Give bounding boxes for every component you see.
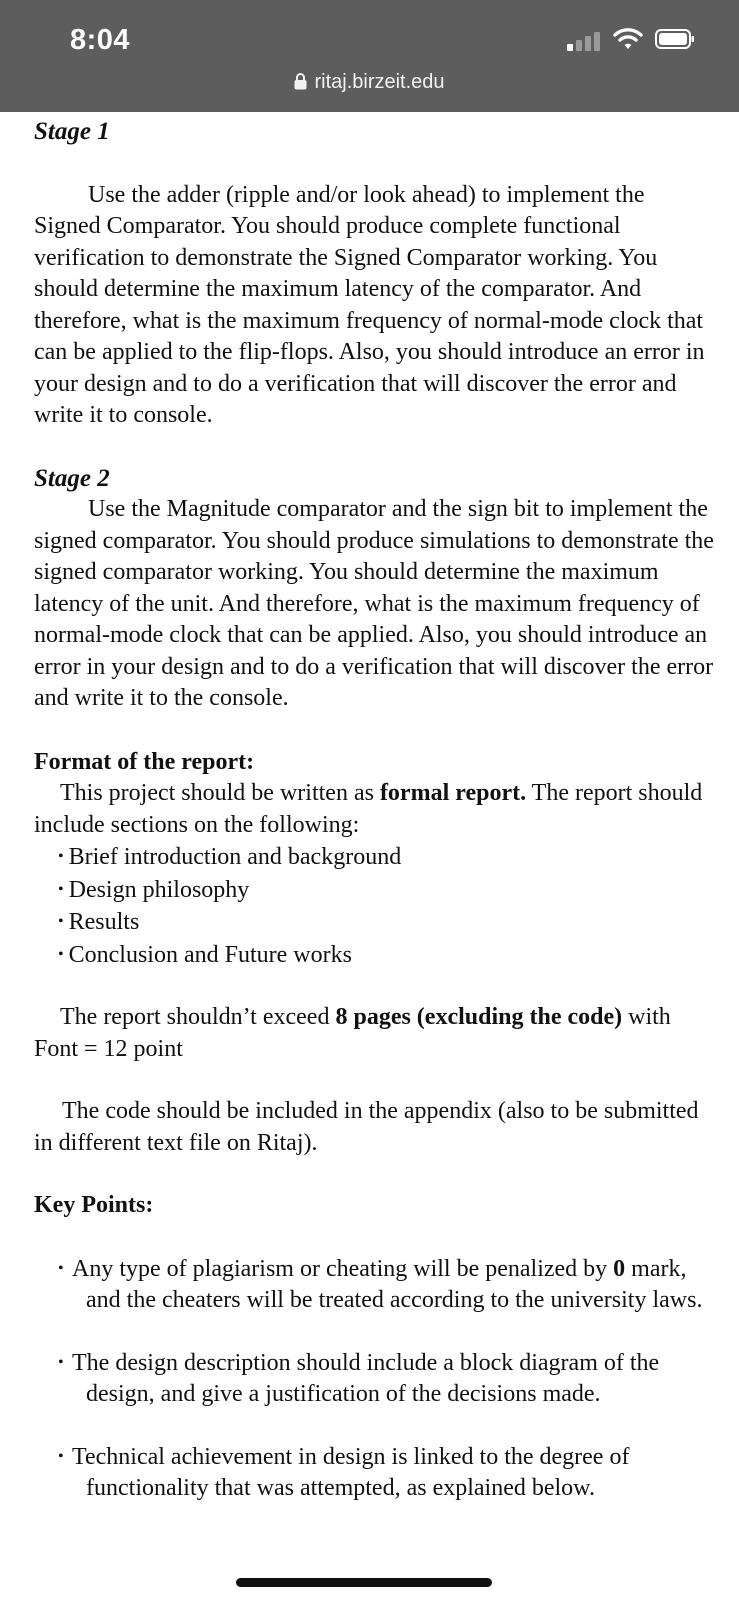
battery-icon [655, 29, 695, 49]
list-item: • The design description should include a block diagram of the design, and give a justification of the decisions made. [58, 1347, 714, 1411]
list-item: • Results [58, 906, 714, 939]
format-sections-list [34, 841, 714, 971]
stage1-body: Use the adder (ripple and/or look ahead) to implement the Signed Comparator. You should produce complete functional verification to demonstrate the Signed Comparator working. You should determine the maximum latency of the comparator. And therefore, what is the maximum frequency of normal-mode clock that can be applied to the flip-flops. Also, you should introduce an error in your design and to do a verification that will discover the error and write it to console. [34, 181, 705, 428]
address-bar[interactable] [0, 71, 739, 94]
list-item: • Brief introduction and background [58, 841, 714, 874]
status-time: 8:04 [70, 24, 131, 56]
home-indicator[interactable] [236, 1578, 492, 1587]
signal-icon [567, 31, 607, 51]
stage1-title: Stage 1 [34, 118, 110, 145]
key-points-list [34, 1253, 714, 1505]
list-spacer [58, 1411, 714, 1441]
status-bar [0, 0, 739, 112]
wifi-icon [613, 26, 643, 50]
key-points-title: Key Points: [34, 1192, 154, 1218]
page-limit-note: The report shouldn’t exceed 8 pages (excluding the code) with Font = 12 point [34, 1004, 671, 1062]
format-title: Format of the report: [34, 748, 255, 775]
url-text: ritaj.birzeit.edu [314, 71, 445, 93]
lock-icon [294, 73, 307, 90]
list-item: • Design philosophy [58, 874, 714, 907]
stage2-title: Stage 2 [34, 464, 110, 492]
code-appendix-note: The code should be included in the appendix (also to be submitted in different text file on Ritaj). [34, 1098, 699, 1156]
format-intro: This project should be written as formal report. The report should include sections on the following: [34, 780, 703, 838]
list-item: • Technical achievement in design is linked to the degree of functionality that was attempted, as explained below. [58, 1441, 714, 1505]
list-item: • Conclusion and Future works [58, 939, 714, 972]
list-spacer [58, 1317, 714, 1347]
stage2-body: Use the Magnitude comparator and the sign bit to implement the signed comparator. You should produce simulations to demonstrate the signed comparator working. You should determine the maximum latency of the unit. And therefore, what is the maximum frequency of normal-mode clock that can be applied. Also, you should introduce an error in your design and to do a verification that will discover the error and write it to the console. [34, 496, 714, 711]
document-content [34, 116, 714, 1505]
list-item: • Any type of plagiarism or cheating will be penalized by 0 mark, and the cheaters will be treated according to the university laws. [58, 1253, 714, 1317]
